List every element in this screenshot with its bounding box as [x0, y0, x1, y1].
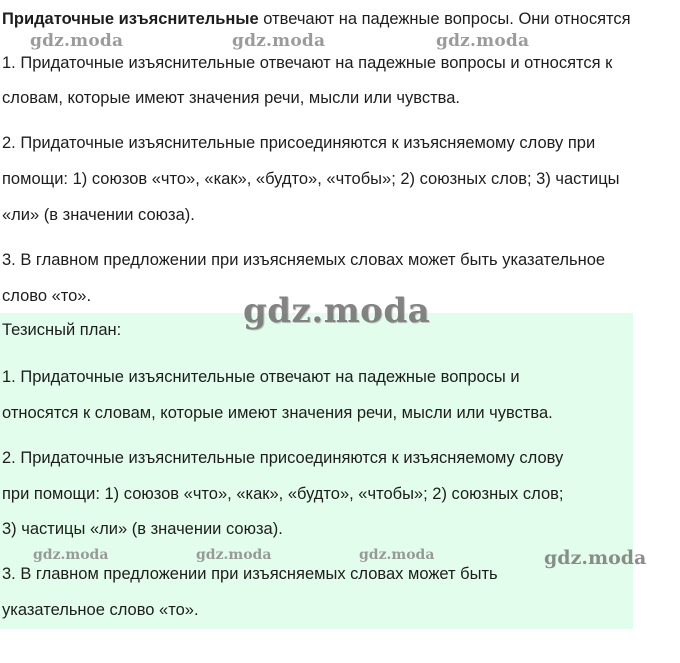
intro-text: отвечают на падежные вопросы. Они относятся: [258, 10, 631, 28]
watermark: gdz.moda: [196, 547, 272, 563]
plan-point-3-line-2: указательное слово «то».: [2, 601, 199, 619]
watermark-large: gdz.moda: [243, 291, 431, 331]
point-3-line-1: 3. В главном предложении при изъясняемых словах может быть указательное: [2, 251, 606, 269]
plan-point-3-line-1: 3. В главном предложении при изъясняемых словах может быть: [2, 565, 498, 583]
point-2-line-2: помощи: 1) союзов «что», «как», «будто», «чтобы»; 2) союзных слов; 3) частицы: [2, 170, 620, 188]
watermark: gdz.moda: [436, 31, 530, 51]
intro-line: [2, 9, 631, 29]
intro-term: Придаточные изъяснительные: [2, 10, 259, 28]
watermark: gdz.moda: [544, 547, 647, 569]
watermark: gdz.moda: [30, 31, 124, 51]
plan-point-1-line-1: 1. Придаточные изъяснительные отвечают на падежные вопросы и: [2, 368, 520, 386]
plan-point-2-line-2: при помощи: 1) союзов «что», «как», «будто», «чтобы»; 2) союзных слов;: [2, 485, 564, 503]
point-2-line-1: 2. Придаточные изъяснительные присоединяются к изъясняемому слову при: [2, 134, 596, 152]
plan-heading: Тезисный план:: [2, 321, 122, 339]
point-2-line-3: «ли» (в значении союза).: [2, 206, 195, 224]
watermark: gdz.moda: [359, 547, 435, 563]
watermark: gdz.moda: [232, 31, 326, 51]
plan-point-1-line-2: относятся к словам, которые имеют значения речи, мысли или чувства.: [2, 404, 553, 422]
point-1-line-1: 1. Придаточные изъяснительные отвечают на падежные вопросы и относятся к: [2, 54, 613, 72]
point-1-line-2: словам, которые имеют значения речи, мысли или чувства.: [2, 89, 460, 107]
watermark: gdz.moda: [33, 547, 109, 563]
plan-point-2-line-1: 2. Придаточные изъяснительные присоединяются к изъясняемому слову: [2, 449, 564, 467]
point-3-line-2: слово «то».: [2, 287, 92, 305]
plan-point-2-line-3: 3) частицы «ли» (в значении союза).: [2, 520, 283, 538]
